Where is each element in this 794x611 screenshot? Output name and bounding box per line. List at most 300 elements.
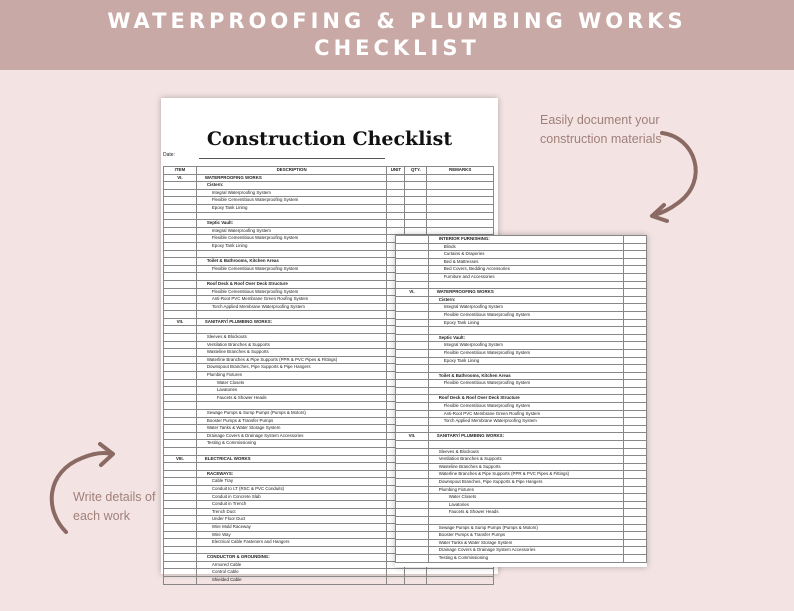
row-description: Conduit to LT (RSC & PVC Conduits) — [196, 485, 387, 493]
row-entry-cell[interactable] — [624, 357, 647, 365]
row-item-number — [396, 296, 429, 304]
row-item-number: VI. — [164, 174, 197, 182]
row-entry-cell[interactable] — [624, 243, 647, 251]
row-description — [196, 402, 387, 410]
row-item-number — [396, 403, 429, 411]
row-item-number: VII. — [396, 433, 429, 441]
row-item-number — [396, 441, 429, 449]
row-description: WATERPROOFING WORKS — [196, 174, 387, 182]
row-item-number — [164, 516, 197, 524]
row-description: Control Cable — [196, 569, 387, 577]
row-item-number — [164, 561, 197, 569]
row-item-number — [396, 554, 429, 562]
curved-arrow-icon — [42, 432, 122, 542]
row-item-number — [164, 326, 197, 334]
row-description: Flexible Cementitious Waterproofing System — [428, 380, 623, 388]
row-item-number — [396, 395, 429, 403]
row-item-number — [396, 311, 429, 319]
row-entry-cell[interactable] — [624, 463, 647, 471]
row-entry-cell[interactable] — [624, 539, 647, 547]
row-entry-cell[interactable] — [624, 403, 647, 411]
row-item-number — [396, 281, 429, 289]
row-item-number — [164, 387, 197, 395]
row-item-number — [164, 531, 197, 539]
row-item-number — [164, 258, 197, 266]
row-item-number — [164, 341, 197, 349]
table-row — [396, 243, 647, 251]
row-entry-cell[interactable] — [387, 204, 405, 212]
row-entry-cell[interactable] — [405, 577, 427, 585]
row-entry-cell[interactable] — [427, 569, 494, 577]
table-row — [396, 319, 647, 327]
table-row — [396, 501, 647, 509]
row-item-number — [396, 372, 429, 380]
row-entry-cell[interactable] — [624, 516, 647, 524]
row-entry-cell[interactable] — [624, 509, 647, 517]
row-item-number — [396, 266, 429, 274]
row-item-number — [396, 236, 429, 244]
row-item-number — [164, 493, 197, 501]
row-entry-cell[interactable] — [624, 304, 647, 312]
row-description: Sewage Pumps & Sump Pumps (Pumps & Motors) — [428, 524, 623, 532]
row-item-number — [164, 394, 197, 402]
row-description: Wire Mold Raceway — [196, 523, 387, 531]
row-description: Roof Deck & Roof Over Deck Structure — [196, 280, 387, 288]
row-item-number — [396, 418, 429, 426]
row-description: Downspout Branches, Pipe Supports & Pipe Hangers — [196, 364, 387, 372]
row-item-number — [164, 463, 197, 471]
row-item-number — [164, 372, 197, 380]
row-description: Flexible Cementitious Waterproofing System — [428, 349, 623, 357]
row-description: Cistern: — [428, 296, 623, 304]
row-entry-cell[interactable] — [405, 212, 427, 220]
row-item-number — [396, 456, 429, 464]
row-description: Drainage Covers & Drainage System Accessories — [196, 432, 387, 440]
row-description — [428, 281, 623, 289]
row-entry-cell[interactable] — [427, 227, 494, 235]
row-entry-cell[interactable] — [624, 273, 647, 281]
row-description: Epoxy Tank Lining — [428, 319, 623, 327]
row-description: Water Tanks & Water Storage System — [428, 539, 623, 547]
row-item-number — [164, 539, 197, 547]
table-row — [164, 220, 494, 228]
banner-title-line1: WATERPROOFING & PLUMBING WORKS — [107, 9, 687, 33]
row-description: Sleeves & Blockouts — [196, 334, 387, 342]
row-item-number — [396, 334, 429, 342]
row-entry-cell[interactable] — [405, 569, 427, 577]
table-row — [164, 577, 494, 585]
row-item-number — [164, 425, 197, 433]
row-entry-cell[interactable] — [387, 197, 405, 205]
row-description: Flexible Cementitious Waterproofing System — [196, 235, 387, 243]
row-item-number — [396, 448, 429, 456]
row-entry-cell[interactable] — [427, 174, 494, 182]
row-entry-cell[interactable] — [624, 410, 647, 418]
row-entry-cell[interactable] — [427, 212, 494, 220]
row-description: Wasteline Branches & Supports — [196, 349, 387, 357]
row-description: Integral Waterproofing System — [428, 304, 623, 312]
row-description: Flexible Cementitious Waterproofing System — [428, 311, 623, 319]
note-materials-line1: Easily document your — [540, 113, 660, 127]
header-item: ITEM — [164, 167, 197, 175]
row-entry-cell[interactable] — [624, 327, 647, 335]
row-entry-cell[interactable] — [427, 204, 494, 212]
row-entry-cell[interactable] — [427, 189, 494, 197]
row-entry-cell[interactable] — [624, 395, 647, 403]
row-entry-cell[interactable] — [624, 251, 647, 259]
row-entry-cell[interactable] — [624, 380, 647, 388]
table-row — [164, 189, 494, 197]
row-entry-cell[interactable] — [624, 479, 647, 487]
row-description: Ventilation Branches & Supports — [428, 456, 623, 464]
row-entry-cell[interactable] — [387, 569, 405, 577]
row-description: Testing & Commissioning — [428, 554, 623, 562]
row-description: ELECTRICAL WORKS — [196, 455, 387, 463]
row-description: Flexible Cementitious Waterproofing System — [196, 288, 387, 296]
row-item-number — [396, 410, 429, 418]
row-description: Faucets & Shower Heads — [196, 394, 387, 402]
row-item-number — [396, 251, 429, 259]
row-description: Epoxy Tank Lining — [428, 357, 623, 365]
row-entry-cell[interactable] — [624, 334, 647, 342]
row-description — [196, 212, 387, 220]
row-description: Flexible Cementitious Waterproofing System — [428, 403, 623, 411]
row-entry-cell[interactable] — [387, 189, 405, 197]
row-description: Epoxy Tank Lining — [196, 242, 387, 250]
row-item-number — [396, 501, 429, 509]
row-description: Torch Applied Membrane Waterproofing System — [428, 418, 623, 426]
row-description: Septic Vault: — [196, 220, 387, 228]
row-item-number — [396, 342, 429, 350]
row-item-number — [164, 569, 197, 577]
table-row — [396, 334, 647, 342]
row-description: Toilet & Bathrooms, Kitchen Areas — [428, 372, 623, 380]
row-description: Booster Pumps & Transfer Pumps — [196, 417, 387, 425]
row-description: Integral Waterproofing System — [196, 189, 387, 197]
row-item-number: VII. — [164, 318, 197, 326]
row-description: Conduit in Concrete Slab — [196, 493, 387, 501]
row-item-number — [164, 296, 197, 304]
row-description: Bed & Mattresses — [428, 258, 623, 266]
row-entry-cell[interactable] — [624, 456, 647, 464]
row-entry-cell[interactable] — [387, 220, 405, 228]
table-row — [396, 251, 647, 259]
row-description: Anti-Root PVC Membrane Green Roofing System — [196, 296, 387, 304]
row-entry-cell[interactable] — [624, 342, 647, 350]
row-item-number — [164, 212, 197, 220]
row-entry-cell[interactable] — [624, 319, 647, 327]
row-entry-cell[interactable] — [624, 433, 647, 441]
row-item-number — [164, 288, 197, 296]
row-entry-cell[interactable] — [405, 174, 427, 182]
row-item-number — [164, 432, 197, 440]
row-entry-cell[interactable] — [624, 532, 647, 540]
row-description — [428, 425, 623, 433]
row-item-number — [164, 235, 197, 243]
row-description: Armored Cable — [196, 561, 387, 569]
table-row — [164, 204, 494, 212]
row-description: Anti-Root PVC Membrane Green Roofing System — [428, 410, 623, 418]
table-row — [396, 349, 647, 357]
row-entry-cell[interactable] — [624, 349, 647, 357]
row-item-number — [396, 509, 429, 517]
row-description — [428, 516, 623, 524]
row-description: Trench Duct — [196, 508, 387, 516]
table-row — [396, 479, 647, 487]
table-row — [396, 463, 647, 471]
table-row — [396, 327, 647, 335]
row-entry-cell[interactable] — [387, 577, 405, 585]
title-banner — [0, 0, 794, 70]
row-item-number — [164, 379, 197, 387]
header-description: DESCRIPTION — [196, 167, 387, 175]
row-description: Downspout Branches, Pipe Supports & Pipe Hangers — [428, 479, 623, 487]
table-row — [164, 212, 494, 220]
row-description: Flexible Cementitious Waterproofing System — [196, 197, 387, 205]
row-item-number — [396, 258, 429, 266]
row-entry-cell[interactable] — [624, 441, 647, 449]
row-entry-cell[interactable] — [427, 182, 494, 190]
row-item-number — [396, 516, 429, 524]
row-description — [196, 326, 387, 334]
row-entry-cell[interactable] — [624, 547, 647, 555]
row-entry-cell[interactable] — [624, 486, 647, 494]
row-entry-cell[interactable] — [624, 372, 647, 380]
row-item-number — [164, 470, 197, 478]
table-row — [396, 425, 647, 433]
row-entry-cell[interactable] — [624, 311, 647, 319]
row-description: Lavatories — [428, 501, 623, 509]
row-description: Under Floor Duct — [196, 516, 387, 524]
table-row — [396, 441, 647, 449]
row-item-number — [164, 242, 197, 250]
table-row — [396, 410, 647, 418]
row-description — [428, 387, 623, 395]
row-item-number — [396, 304, 429, 312]
table-row — [396, 433, 647, 441]
row-description: Lavatories — [196, 387, 387, 395]
row-item-number — [164, 417, 197, 425]
row-item-number — [164, 265, 197, 273]
row-entry-cell[interactable] — [624, 554, 647, 562]
row-item-number — [396, 327, 429, 335]
row-entry-cell[interactable] — [624, 289, 647, 297]
row-description: Plumbing Fixtures — [428, 486, 623, 494]
row-item-number — [164, 440, 197, 448]
row-description: Drainage Covers & Drainage System Accessories — [428, 547, 623, 555]
row-entry-cell[interactable] — [624, 418, 647, 426]
row-item-number — [396, 532, 429, 540]
row-description — [196, 273, 387, 281]
row-entry-cell[interactable] — [624, 425, 647, 433]
row-item-number — [396, 539, 429, 547]
banner-title-line2: CHECKLIST — [314, 36, 480, 60]
row-item-number — [396, 387, 429, 395]
row-description: SANITARY/ PLUMBING WORKS: — [196, 318, 387, 326]
row-entry-cell[interactable] — [427, 220, 494, 228]
row-entry-cell[interactable] — [405, 220, 427, 228]
date-field-line — [199, 158, 385, 159]
table-row — [396, 448, 647, 456]
row-entry-cell[interactable] — [405, 197, 427, 205]
row-description — [428, 441, 623, 449]
row-item-number — [164, 197, 197, 205]
row-entry-cell[interactable] — [624, 501, 647, 509]
row-description: Waterline Branches & Pipe Supports (PPR & PVC Pipes & Fittings) — [196, 356, 387, 364]
row-entry-cell[interactable] — [624, 258, 647, 266]
row-entry-cell[interactable] — [387, 227, 405, 235]
row-entry-cell[interactable] — [624, 281, 647, 289]
row-item-number — [164, 303, 197, 311]
row-item-number — [396, 479, 429, 487]
table-row — [396, 524, 647, 532]
date-label: Date: — [163, 152, 175, 158]
row-item-number — [164, 501, 197, 509]
table-row — [396, 395, 647, 403]
row-item-number — [396, 425, 429, 433]
row-entry-cell[interactable] — [624, 365, 647, 373]
row-description — [196, 546, 387, 554]
row-description: Roof Deck & Roof Over Deck Structure — [428, 395, 623, 403]
row-entry-cell[interactable] — [387, 174, 405, 182]
row-description: Integral Waterproofing System — [196, 227, 387, 235]
row-description: Faucets & Shower Heads — [428, 509, 623, 517]
row-item-number — [164, 182, 197, 190]
table-row — [396, 365, 647, 373]
row-description — [196, 463, 387, 471]
table-row — [164, 569, 494, 577]
table-row — [396, 236, 647, 244]
table-row — [396, 380, 647, 388]
row-item-number — [164, 204, 197, 212]
row-item-number — [164, 554, 197, 562]
row-entry-cell[interactable] — [624, 296, 647, 304]
row-description: INTERIOR FURNISHING: — [428, 236, 623, 244]
table-row — [164, 227, 494, 235]
row-item-number — [164, 250, 197, 258]
row-description: Sewage Pumps & Sump Pumps (Pumps & Motors) — [196, 410, 387, 418]
row-entry-cell[interactable] — [405, 204, 427, 212]
row-description: Epoxy Tank Lining — [196, 204, 387, 212]
row-description: Flexible Cementitious Waterproofing System — [196, 265, 387, 273]
row-item-number: VI. — [396, 289, 429, 297]
row-item-number — [164, 227, 197, 235]
row-entry-cell[interactable] — [405, 189, 427, 197]
table-row — [396, 539, 647, 547]
row-item-number — [164, 334, 197, 342]
row-entry-cell[interactable] — [624, 236, 647, 244]
table-row — [396, 516, 647, 524]
row-item-number — [396, 524, 429, 532]
row-entry-cell[interactable] — [624, 387, 647, 395]
table-row — [396, 296, 647, 304]
checklist-page-back — [395, 235, 647, 567]
row-description: Blinds — [428, 243, 623, 251]
row-description: SANITARY/ PLUMBING WORKS: — [428, 433, 623, 441]
row-item-number — [164, 410, 197, 418]
row-item-number — [164, 356, 197, 364]
row-entry-cell[interactable] — [624, 448, 647, 456]
row-item-number — [164, 349, 197, 357]
row-item-number — [164, 311, 197, 319]
header-qty: QTY. — [405, 167, 427, 175]
table-row — [396, 547, 647, 555]
row-description: Water Closets — [196, 379, 387, 387]
row-description: Booster Pumps & Transfer Pumps — [428, 532, 623, 540]
row-description: Integral Waterproofing System — [428, 342, 623, 350]
row-description — [196, 447, 387, 455]
table-row — [396, 357, 647, 365]
table-row — [396, 342, 647, 350]
checklist-table-continued — [395, 235, 647, 563]
table-row — [396, 273, 647, 281]
row-item-number — [164, 485, 197, 493]
row-item-number — [396, 380, 429, 388]
row-description: Electrical Cable Fasteners and Hangers — [196, 539, 387, 547]
row-description: Toilet & Bathrooms, Kitchen Areas — [196, 258, 387, 266]
table-row — [396, 311, 647, 319]
row-description: Wasteline Branches & Supports — [428, 463, 623, 471]
row-item-number — [164, 364, 197, 372]
table-row — [396, 289, 647, 297]
row-entry-cell[interactable] — [405, 227, 427, 235]
row-entry-cell[interactable] — [624, 494, 647, 502]
row-entry-cell[interactable] — [405, 182, 427, 190]
row-entry-cell[interactable] — [387, 182, 405, 190]
row-entry-cell[interactable] — [427, 577, 494, 585]
row-description: Waterline Branches & Pipe Supports (PPR & PVC Pipes & Fittings) — [428, 471, 623, 479]
row-description: Shielded Cable — [196, 577, 387, 585]
row-item-number — [396, 365, 429, 373]
curved-arrow-icon — [640, 125, 706, 225]
note-details-line1: Write details of — [73, 490, 156, 504]
table-row — [396, 266, 647, 274]
table-row — [396, 403, 647, 411]
row-entry-cell[interactable] — [427, 197, 494, 205]
row-item-number — [164, 577, 197, 585]
row-item-number — [396, 273, 429, 281]
row-item-number — [396, 349, 429, 357]
row-item-number — [396, 319, 429, 327]
row-entry-cell[interactable] — [624, 266, 647, 274]
row-description: Torch Applied Membrane Waterproofing System — [196, 303, 387, 311]
row-item-number — [164, 523, 197, 531]
table-row — [396, 471, 647, 479]
row-entry-cell[interactable] — [624, 471, 647, 479]
row-item-number — [164, 447, 197, 455]
row-item-number — [396, 243, 429, 251]
row-item-number — [164, 280, 197, 288]
row-description: CONDUCTOR & GROUNDING: — [196, 554, 387, 562]
header-unit: UNIT — [387, 167, 405, 175]
table-row — [396, 418, 647, 426]
row-item-number: VIII. — [164, 455, 197, 463]
row-description: Conduit in Trench — [196, 501, 387, 509]
row-entry-cell[interactable] — [387, 212, 405, 220]
row-description: RACEWAYS: — [196, 470, 387, 478]
row-item-number — [164, 402, 197, 410]
row-entry-cell[interactable] — [624, 524, 647, 532]
row-description: Testing & Commissioning — [196, 440, 387, 448]
row-item-number — [164, 508, 197, 516]
row-item-number — [164, 189, 197, 197]
row-description: Septic Vault: — [428, 334, 623, 342]
row-description — [196, 311, 387, 319]
note-details-line2: each work — [73, 509, 130, 523]
row-item-number — [396, 463, 429, 471]
table-row — [164, 197, 494, 205]
row-description: Water Closets — [428, 494, 623, 502]
